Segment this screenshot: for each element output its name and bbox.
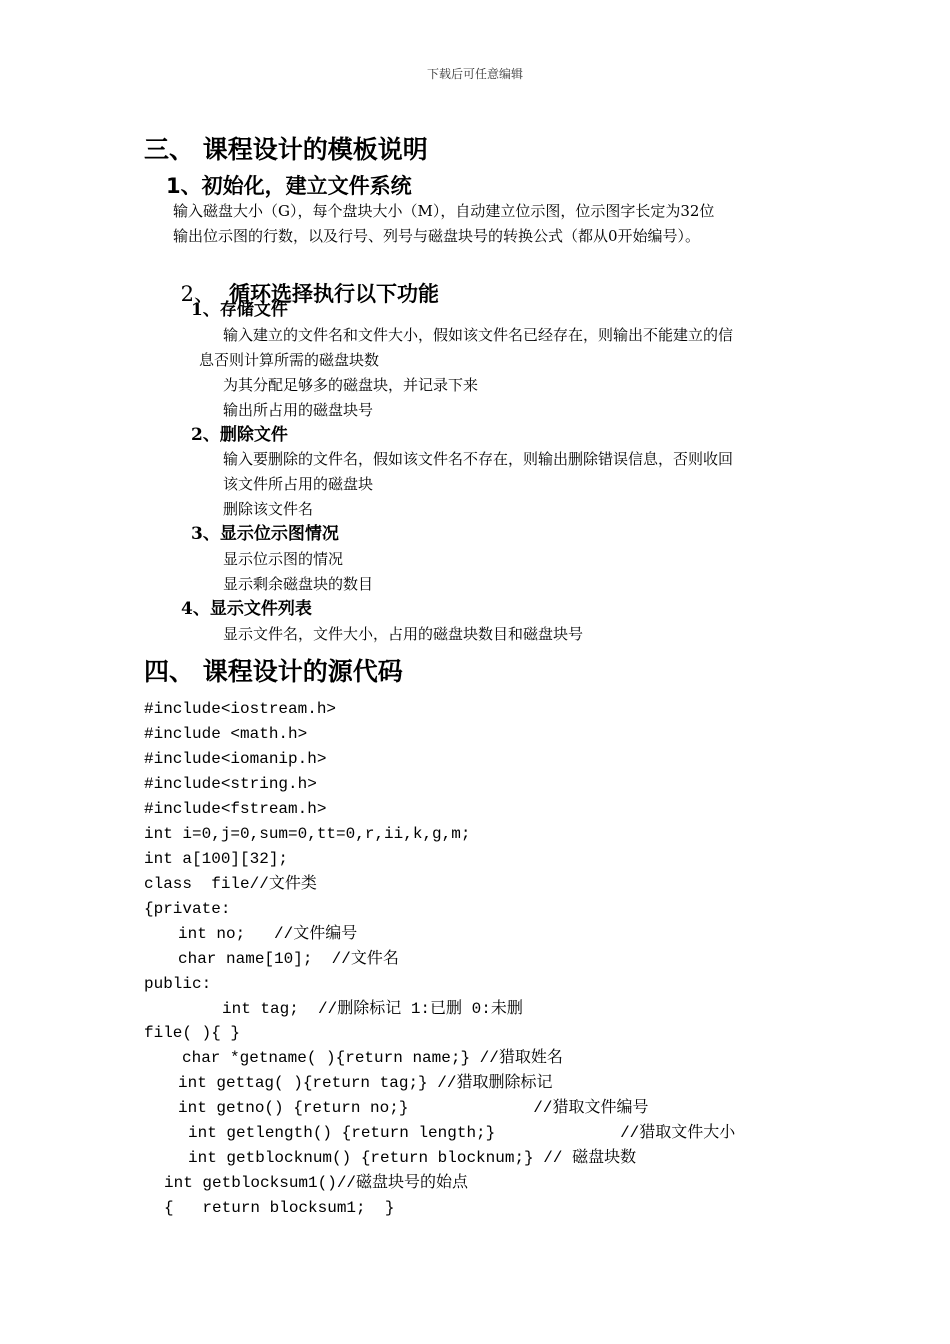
sub1-line-1: 输入磁盘大小（G），每个盘块大小（M），自动建立位示图，位示图字长定为32位	[173, 202, 715, 220]
code-line-19: int getblocknum() {return blocknum;} // 磁盘块数	[188, 1149, 637, 1167]
item2-line-1: 输入要删除的文件名，假如该文件名不存在，则输出删除错误信息，否则收回	[223, 450, 734, 468]
section4-title: 四、 课程设计的源代码	[144, 657, 403, 686]
item1-line-4: 输出所占用的磁盘块号	[223, 401, 374, 419]
item3-line-2: 显示剩余磁盘块的数目	[223, 575, 374, 593]
code-line-11: char name[10]; //文件名	[178, 950, 399, 968]
item2-line-2: 该文件所占用的磁盘块	[223, 475, 374, 493]
code-line-15: char *getname( ){return name;} //猎取姓名	[182, 1049, 563, 1067]
code-line-7: int a[100][32];	[144, 850, 289, 868]
code-line-17: int getno() {return no;} //猎取文件编号	[178, 1099, 649, 1117]
item4-line-1: 显示文件名，文件大小，占用的磁盘块数目和磁盘块号	[223, 625, 584, 643]
header-note: 下载后可任意编辑	[426, 67, 523, 81]
section3-title: 三、 课程设计的模板说明	[144, 135, 428, 164]
code-line-12: public:	[144, 975, 212, 993]
code-line-6: int i=0,j=0,sum=0,tt=0,r,ii,k,g,m;	[144, 825, 471, 843]
code-line-20: int getblocksum1()//磁盘块号的始点	[164, 1174, 469, 1192]
code-line-10: int no; //文件编号	[178, 925, 358, 943]
section3-sub2-title	[166, 263, 439, 305]
code-line-5: #include<fstream.h>	[144, 800, 327, 818]
code-line-16: int gettag( ){return tag;} //猎取删除标记	[178, 1074, 553, 1092]
item4-title: 4、显示文件列表	[181, 599, 312, 619]
code-line-2: #include <math.h>	[144, 725, 308, 743]
sub2-number: 2、	[180, 282, 215, 306]
code-line-4: #include<string.h>	[144, 775, 317, 793]
sub2-title-text: 循环选择执行以下功能	[229, 282, 439, 306]
section3-sub1-title: 1、初始化，建立文件系统	[166, 174, 412, 198]
code-line-1: #include<iostream.h>	[144, 700, 337, 718]
sub1-line-2: 输出位示图的行数，以及行号、列号与磁盘块号的转换公式（都从0开始编号）。	[173, 227, 701, 245]
item3-title: 3、显示位示图情况	[191, 524, 339, 544]
item1-line-2: 息否则计算所需的磁盘块数	[199, 351, 380, 369]
code-line-3: #include<iomanip.h>	[144, 750, 327, 768]
item1-line-1: 输入建立的文件名和文件大小，假如该文件名已经存在，则输出不能建立的信	[223, 326, 734, 344]
code-line-18: int getlength() {return length;} //猎取文件大小	[188, 1124, 736, 1142]
code-line-9: {private:	[144, 900, 231, 918]
code-line-14: file( ){ }	[144, 1024, 241, 1042]
item2-line-3: 删除该文件名	[223, 500, 314, 518]
code-line-21: { return blocksum1; }	[164, 1199, 395, 1217]
item2-title: 2、删除文件	[191, 425, 288, 445]
item3-line-1: 显示位示图的情况	[223, 550, 344, 568]
item1-title: 1、存储文件	[191, 300, 288, 320]
item1-line-3: 为其分配足够多的磁盘块，并记录下来	[223, 376, 479, 394]
code-line-8: class file//文件类	[144, 875, 317, 893]
code-line-13: int tag; //删除标记 1:已删 0:未删	[222, 1000, 523, 1018]
